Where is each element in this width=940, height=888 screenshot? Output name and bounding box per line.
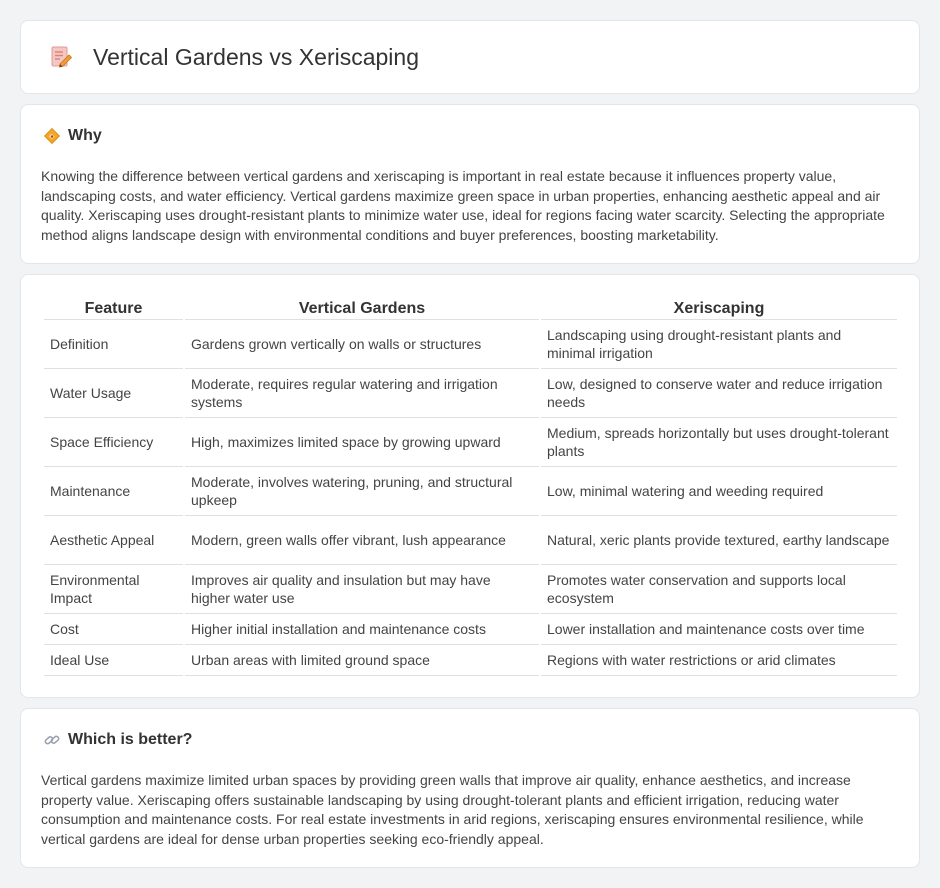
diamond-warning-icon <box>43 127 61 145</box>
feature-cell: Aesthetic Appeal <box>44 516 183 565</box>
vertical-gardens-cell: Higher initial installation and maintenance costs <box>185 614 539 645</box>
feature-cell: Definition <box>44 320 183 369</box>
header-vertical-gardens: Vertical Gardens <box>185 295 539 320</box>
feature-cell: Cost <box>44 614 183 645</box>
table-row <box>44 320 897 369</box>
xeriscaping-cell: Promotes water conservation and supports local ecosystem <box>541 565 897 614</box>
table-row <box>44 645 897 676</box>
xeriscaping-cell: Lower installation and maintenance costs over time <box>541 614 897 645</box>
header-feature: Feature <box>44 295 183 320</box>
feature-cell: Ideal Use <box>44 645 183 676</box>
xeriscaping-cell: Natural, xeric plants provide textured, earthy landscape <box>541 516 897 565</box>
vertical-gardens-cell: High, maximizes limited space by growing upward <box>185 418 539 467</box>
link-icon <box>43 731 61 749</box>
why-title: Why <box>68 127 102 144</box>
why-section <box>20 104 920 264</box>
feature-cell: Space Efficiency <box>44 418 183 467</box>
table-row <box>44 614 897 645</box>
xeriscaping-cell: Low, minimal watering and weeding required <box>541 467 897 516</box>
feature-cell: Environmental Impact <box>44 565 183 614</box>
xeriscaping-cell: Landscaping using drought-resistant plants and minimal irrigation <box>541 320 897 369</box>
vertical-gardens-cell: Urban areas with limited ground space <box>185 645 539 676</box>
comparison-table <box>42 295 899 676</box>
table-row <box>44 369 897 418</box>
document-pencil-icon <box>47 43 75 71</box>
vertical-gardens-cell: Moderate, involves watering, pruning, and structural upkeep <box>185 467 539 516</box>
table-row <box>44 516 897 565</box>
vertical-gardens-cell: Improves air quality and insulation but may have higher water use <box>185 565 539 614</box>
header-xeriscaping: Xeriscaping <box>541 295 897 320</box>
which-is-better-section <box>20 708 920 868</box>
xeriscaping-cell: Regions with water restrictions or arid climates <box>541 645 897 676</box>
vertical-gardens-cell: Gardens grown vertically on walls or structures <box>185 320 539 369</box>
page-title: Vertical Gardens vs Xeriscaping <box>93 43 419 70</box>
xeriscaping-cell: Low, designed to conserve water and reduce irrigation needs <box>541 369 897 418</box>
which-is-better-title: Which is better? <box>68 731 193 748</box>
comparison-table-card <box>20 274 920 698</box>
table-row <box>44 418 897 467</box>
which-is-better-body: Vertical gardens maximize limited urban spaces by providing green walls that improve air quality, enhance aesthetics, and increase property value. Xeriscaping offers sustainable landscaping by using drought-tolerant plants and efficient irrigation, reducing water consumption and maintenance costs. For real estate investments in arid regions, xeriscaping ensures environmental resilience, while vertical gardens are ideal for dense urban properties seeking eco-friendly appeal. <box>41 772 864 847</box>
xeriscaping-cell: Medium, spreads horizontally but uses drought-tolerant plants <box>541 418 897 467</box>
table-row <box>44 467 897 516</box>
vertical-gardens-cell: Modern, green walls offer vibrant, lush appearance <box>185 516 539 565</box>
why-body: Knowing the difference between vertical gardens and xeriscaping is important in real estate because it influences property value, landscaping costs, and water efficiency. Vertical gardens maximize green space in urban properties, enhancing aesthetic appeal and air quality. Xeriscaping uses drought-resistant plants to minimize water use, ideal for regions facing water scarcity. Selecting the appropriate method aligns landscape design with environmental conditions and buyer preferences, boosting marketability. <box>41 168 885 243</box>
vertical-gardens-cell: Moderate, requires regular watering and irrigation systems <box>185 369 539 418</box>
table-row <box>44 565 897 614</box>
header-card <box>20 20 920 94</box>
table-header-row <box>44 295 897 320</box>
feature-cell: Water Usage <box>44 369 183 418</box>
feature-cell: Maintenance <box>44 467 183 516</box>
